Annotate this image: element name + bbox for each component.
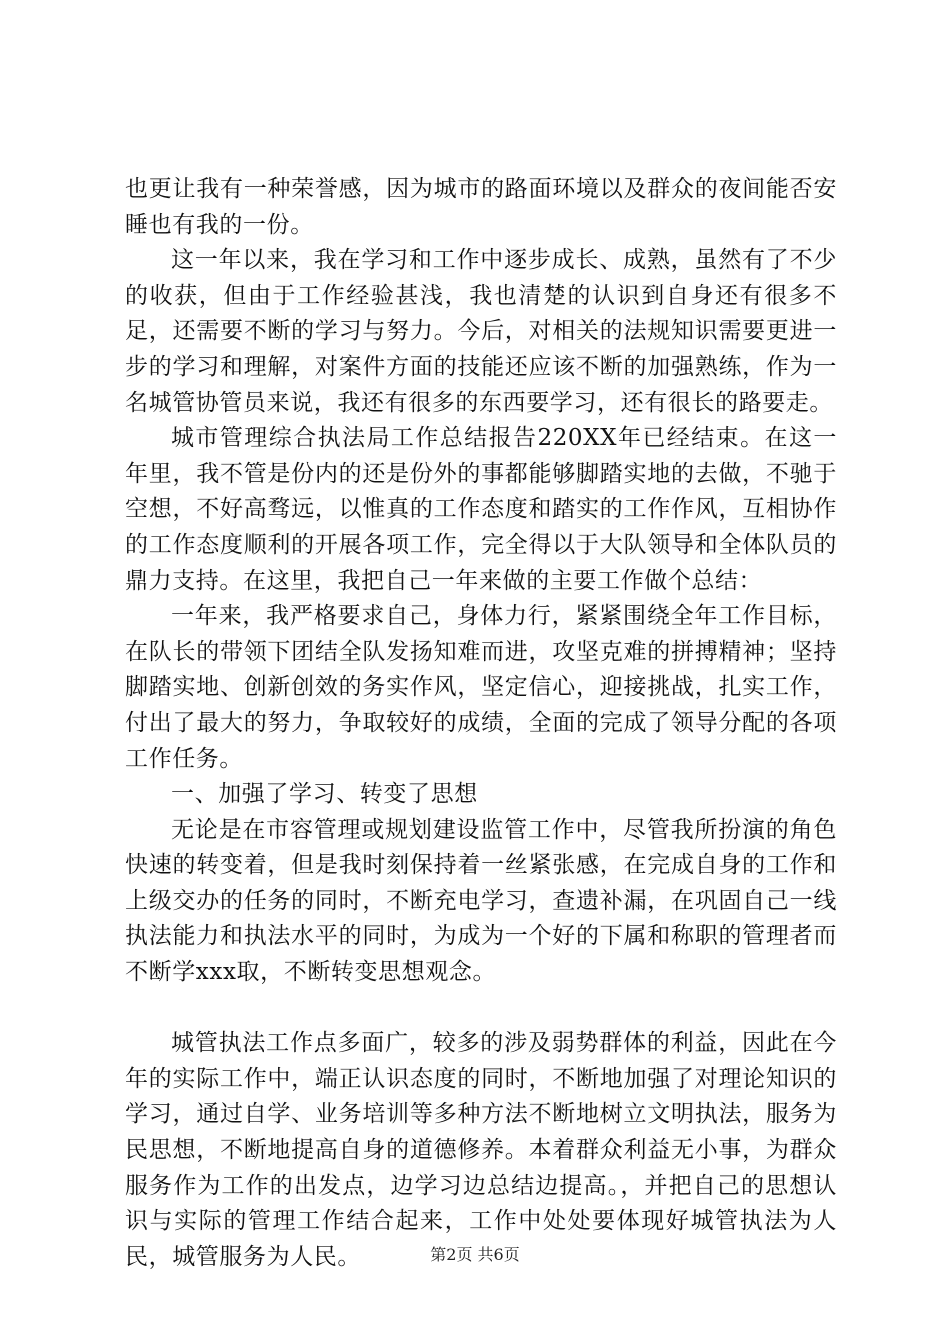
document-body [125,172,837,1275]
paragraph-gap [125,991,837,1027]
paragraph-1: 也更让我有一种荣誉感，因为城市的路面环境以及群众的夜间能否安睡也有我的一份。 [125,176,837,238]
paragraph-2: 这一年以来，我在学习和工作中逐步成长、成熟，虽然有了不少的收获，但由于工作经验甚浅，我也清楚的认识到自身还有很多不足，还需要不断的学习与努力。今后，对相关的法规知识需要更进一步的学习和理解，对案件方面的技能还应该不断的加强熟练，作为一名城管协管员来说，我还有很多的东西要学习，还有很长的路要走。 [125,247,837,416]
paragraph-3: 城市管理综合执法局工作总结报告220XX年已经结束。在这一年里，我不管是份内的还是份外的事都能够脚踏实地的去做，不驰于空想，不好高骛远，以惟真的工作态度和踏实的工作作风，互相协作的工作态度顺利的开展各项工作，完全得以于大队领导和全体队员的鼎力支持。在这里，我把自己一年来做的主要工作做个总结： [125,425,837,594]
paragraph-6: 城管执法工作点多面广，较多的涉及弱势群体的利益，因此在今年的实际工作中，端正认识态度的同时，不断地加强了对理论知识的学习，通过自学、业务培训等多种方法不断地树立文明执法，服务为民思想，不断地提高自身的道德修养。本着群众利益无小事，为群众服务作为工作的出发点，边学习边总结边提高。，并把自己的思想认识与实际的管理工作结合起来，工作中处处要体现好城管执法为人民，城管服务为人民。 [125,1030,837,1270]
section-heading: 一、加强了学习、转变了思想 [171,781,478,808]
paragraph-4: 一年来，我严格要求自己，身体力行，紧紧围绕全年工作目标，在队长的带领下团结全队发扬知难而进，攻坚克难的拼搏精神；坚持脚踏实地、创新创效的务实作风，坚定信心，迎接挑战，扎实工作，付出了最大的努力，争取较好的成绩，全面的完成了领导分配的各项工作任务。 [125,603,837,772]
page-number-label: 第2页 共6页 [430,1245,520,1264]
paragraph-5: 无论是在市容管理或规划建设监管工作中，尽管我所扮演的角色快速的转变着，但是我时刻保持着一丝紧张感，在完成自身的工作和上级交办的任务的同时，不断充电学习，查遗补漏，在巩固自己一线执法能力和执法水平的同时，为成为一个好的下属和称职的管理者而不断学xxx取，不断转变思想观念。 [125,816,837,986]
page-footer [0,1245,950,1265]
